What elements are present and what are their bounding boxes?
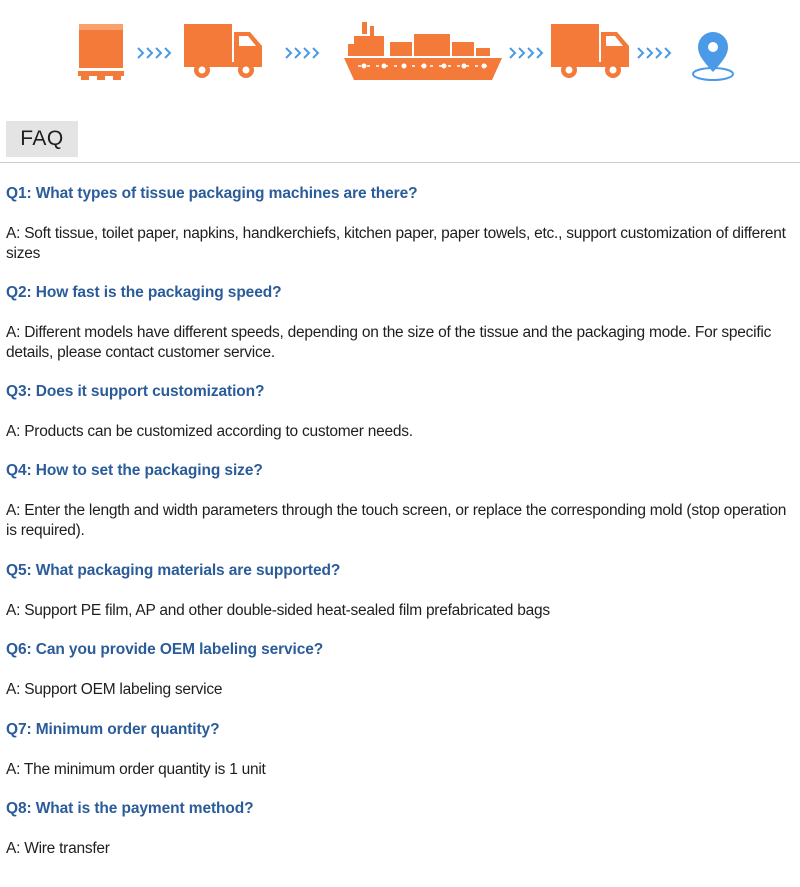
faq-question-2: Q2: How fast is the packaging speed? <box>6 284 282 301</box>
shipping-flow-banner <box>0 0 800 100</box>
faq-question-8: Q8: What is the payment method? <box>6 800 254 817</box>
faq-answer-8: A: Wire transfer <box>6 840 110 857</box>
pallet-box-icon <box>78 24 126 80</box>
delivery-truck-icon <box>551 24 631 80</box>
faq-answer-2: A: Different models have different speeds, depending on the size of the tissue and the packaging mode. For specific details, please contact customer service. <box>6 324 772 361</box>
faq-answer-5: A: Support PE film, AP and other double-sided heat-sealed film prefabricated bags <box>6 602 550 619</box>
location-pin-icon <box>688 32 738 84</box>
faq-answer-7: A: The minimum order quantity is 1 unit <box>6 761 266 778</box>
faq-answer-6: A: Support OEM labeling service <box>6 681 223 698</box>
faq-answer-1: A: Soft tissue, toilet paper, napkins, handkerchiefs, kitchen paper, paper towels, etc., support customization of different sizes <box>6 225 786 262</box>
faq-answer-4: A: Enter the length and width parameters through the touch screen, or replace the corresponding mold (stop operation is required). <box>6 502 787 539</box>
faq-question-7: Q7: Minimum order quantity? <box>6 721 220 738</box>
faq-title: FAQ <box>6 121 78 157</box>
faq-divider <box>0 162 800 163</box>
cargo-ship-icon <box>344 22 502 82</box>
faq-question-6: Q6: Can you provide OEM labeling service? <box>6 641 324 658</box>
delivery-truck-icon <box>184 24 264 80</box>
chevron-arrows-icon <box>136 46 174 60</box>
chevron-arrows-icon <box>284 46 322 60</box>
chevron-arrows-icon <box>508 46 546 60</box>
faq-question-1: Q1: What types of tissue packaging machines are there? <box>6 185 418 202</box>
faq-answer-3: A: Products can be customized according to customer needs. <box>6 423 413 440</box>
chevron-arrows-icon <box>636 46 674 60</box>
faq-question-4: Q4: How to set the packaging size? <box>6 462 263 479</box>
faq-question-5: Q5: What packaging materials are supported? <box>6 562 341 579</box>
faq-question-3: Q3: Does it support customization? <box>6 383 265 400</box>
